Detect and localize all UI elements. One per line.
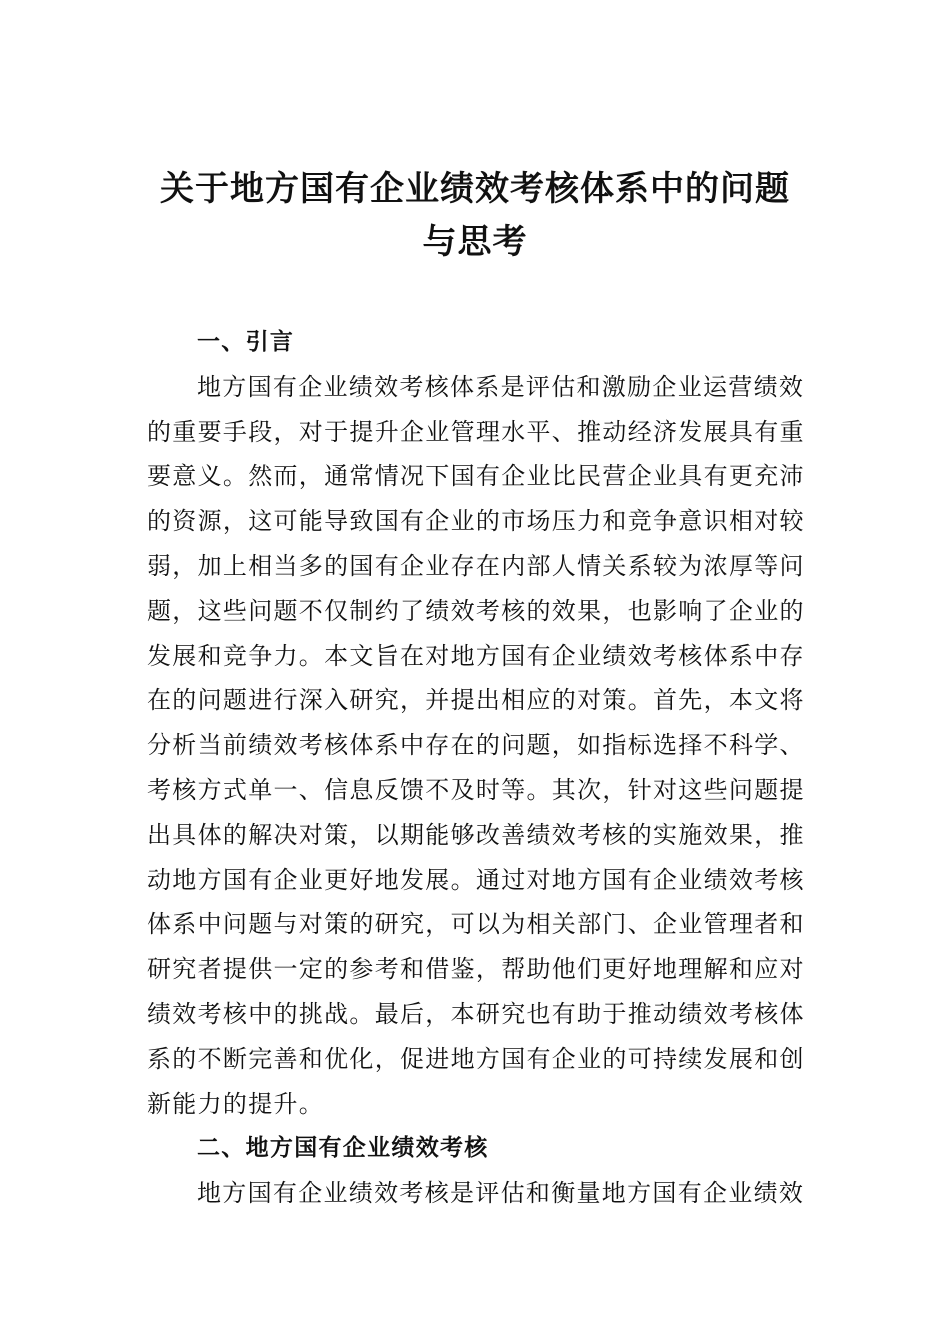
paragraph-line: 的资源，这可能导致国有企业的市场压力和竞争意识相对较: [147, 507, 805, 536]
paragraph-line: 地方国有企业绩效考核体系是评估和激励企业运营绩效: [197, 372, 805, 401]
paragraph-line: 地方国有企业绩效考核是评估和衡量地方国有企业绩效: [197, 1179, 805, 1208]
document-body: [147, 320, 809, 1216]
paragraph-line: 弱，加上相当多的国有企业存在内部人情关系较为浓厚等问: [147, 551, 805, 580]
document-title: [0, 163, 950, 269]
paragraph-line: 分析当前绩效考核体系中存在的问题，如指标选择不科学、: [147, 731, 805, 760]
paragraph-line: 新能力的提升。: [147, 1089, 325, 1118]
paragraph-line: 体系中问题与对策的研究，可以为相关部门、企业管理者和: [147, 910, 805, 939]
paragraph-introduction: [147, 365, 809, 1127]
paragraph-line: 要意义。然而，通常情况下国有企业比民营企业具有更充沛: [147, 462, 805, 491]
section-heading-performance-assessment: 二、地方国有企业绩效考核: [197, 1135, 489, 1162]
paragraph-line: 在的问题进行深入研究，并提出相应的对策。首先，本文将: [147, 686, 805, 715]
paragraph-line: 的重要手段，对于提升企业管理水平、推动经济发展具有重: [147, 417, 805, 446]
paragraph-line: 题，这些问题不仅制约了绩效考核的效果，也影响了企业的: [147, 596, 805, 625]
title-line-2: 与思考: [422, 222, 528, 262]
paragraph-line: 出具体的解决对策，以期能够改善绩效考核的实施效果，推: [147, 820, 805, 849]
title-line-1: 关于地方国有企业绩效考核体系中的问题: [160, 169, 790, 209]
paragraph-line: 考核方式单一、信息反馈不及时等。其次，针对这些问题提: [147, 775, 805, 804]
paragraph-performance-assessment: [147, 1171, 809, 1216]
paragraph-line: 绩效考核中的挑战。最后，本研究也有助于推动绩效考核体: [147, 999, 805, 1028]
paragraph-line: 研究者提供一定的参考和借鉴，帮助他们更好地理解和应对: [147, 955, 805, 984]
paragraph-line: 动地方国有企业更好地发展。通过对地方国有企业绩效考核: [147, 865, 805, 894]
paragraph-line: 发展和竞争力。本文旨在对地方国有企业绩效考核体系中存: [147, 641, 805, 670]
paragraph-line: 系的不断完善和优化，促进地方国有企业的可持续发展和创: [147, 1044, 805, 1073]
section-heading-introduction: 一、引言: [197, 329, 295, 355]
